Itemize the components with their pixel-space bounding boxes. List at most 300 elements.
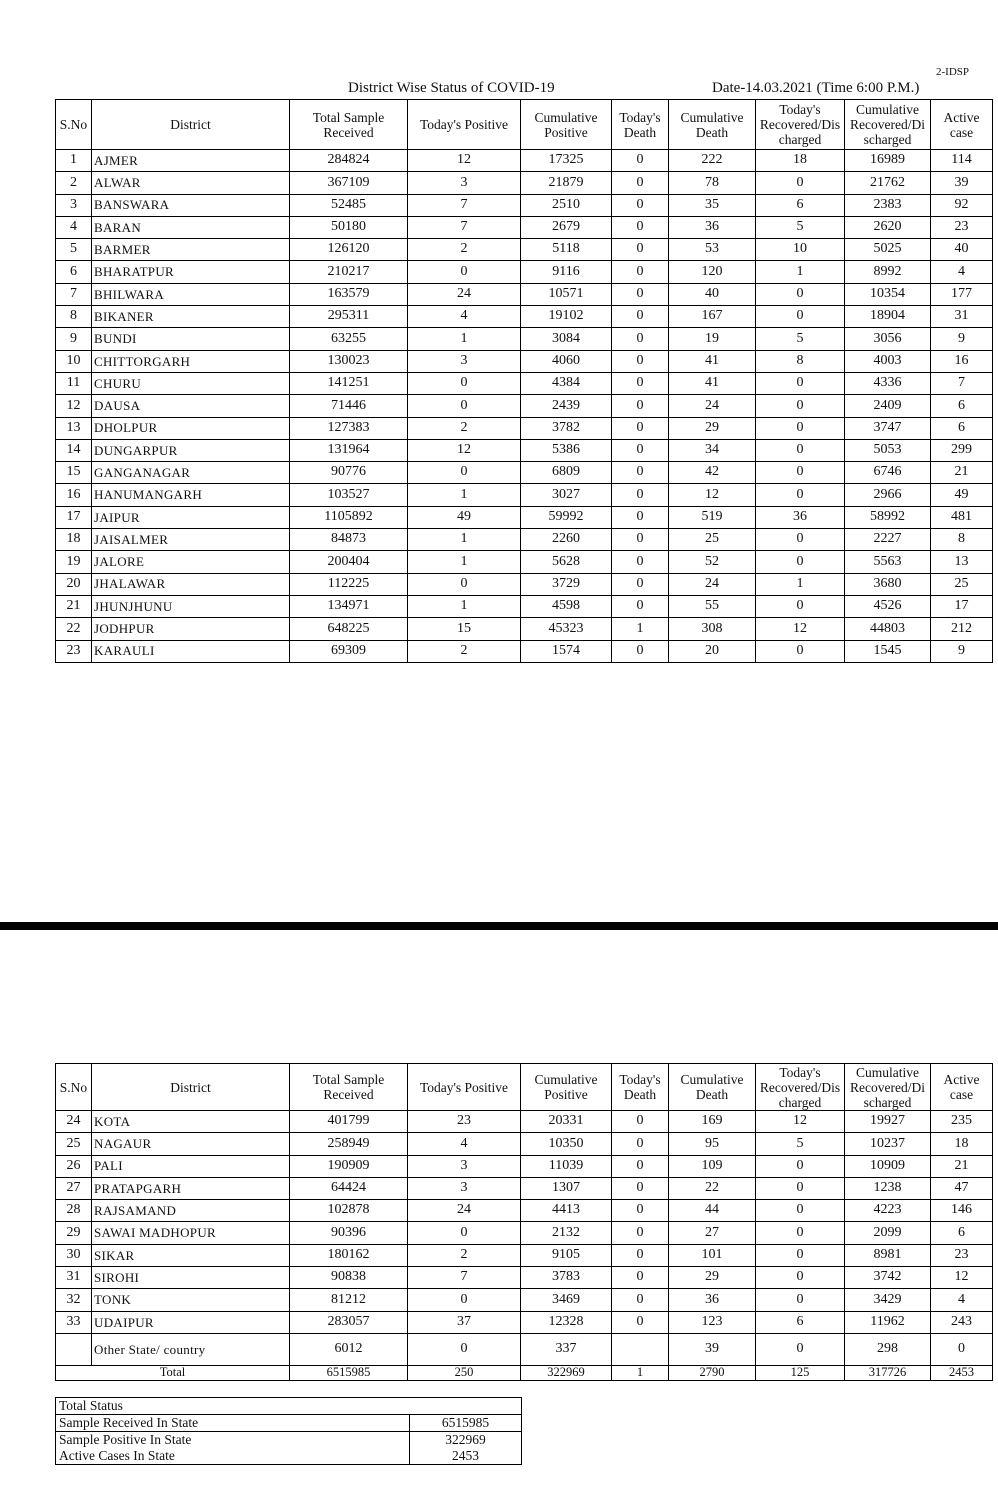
table-cell: 322969 (521, 1365, 612, 1380)
table-cell: 23 (56, 640, 92, 662)
table-cell: 8 (756, 350, 845, 372)
table-cell: 114 (931, 150, 993, 172)
report-code: 2-IDSP (936, 66, 970, 78)
table-cell: 0 (756, 306, 845, 328)
table-cell: 3729 (521, 573, 612, 595)
table-cell: 49 (931, 484, 993, 506)
table-row (56, 1133, 993, 1155)
table-cell: 519 (669, 506, 756, 528)
summary-row (56, 1415, 522, 1432)
table-cell: 58992 (845, 506, 931, 528)
table-cell: 0 (612, 529, 669, 551)
district-name: JAIPUR (92, 506, 290, 528)
table-cell: 25 (931, 573, 993, 595)
col-header: District (92, 100, 290, 150)
table-cell: 17 (931, 595, 993, 617)
table-cell: 0 (612, 1311, 669, 1333)
table-cell: 29 (669, 417, 756, 439)
table-cell: 44803 (845, 618, 931, 640)
table-cell: 0 (408, 1333, 521, 1365)
table-cell: 109 (669, 1155, 756, 1177)
table-cell: 8 (931, 529, 993, 551)
table-row (56, 462, 993, 484)
table-cell: 18 (56, 529, 92, 551)
table-cell: 4526 (845, 595, 931, 617)
table-row (56, 640, 993, 662)
table-cell: 21762 (845, 172, 931, 194)
table-cell: 52 (669, 551, 756, 573)
table-cell: 36 (669, 216, 756, 238)
table-cell: 0 (612, 283, 669, 305)
table-row (56, 1200, 993, 1222)
table-cell: 2966 (845, 484, 931, 506)
table-cell: 0 (612, 350, 669, 372)
table-cell: 283057 (290, 1311, 408, 1333)
table-cell: 3783 (521, 1267, 612, 1289)
table-cell: 5563 (845, 551, 931, 573)
table-cell: 0 (756, 1177, 845, 1199)
table-cell: 59992 (521, 506, 612, 528)
table-cell: 3027 (521, 484, 612, 506)
col-header: Total Sample Received (290, 1064, 408, 1111)
table-cell: 0 (756, 283, 845, 305)
table-cell: 2227 (845, 529, 931, 551)
table-cell: 20331 (521, 1111, 612, 1133)
table-row (56, 1222, 993, 1244)
table-cell: 0 (931, 1333, 993, 1365)
table-cell: 7 (931, 372, 993, 394)
district-name: BARMER (92, 239, 290, 261)
table-cell: 90396 (290, 1222, 408, 1244)
table-cell: 0 (756, 595, 845, 617)
district-name: KOTA (92, 1111, 290, 1133)
table-cell: 190909 (290, 1155, 408, 1177)
col-header: Cumulative Death (669, 1064, 756, 1111)
table-row (56, 395, 993, 417)
table-row (56, 350, 993, 372)
table-cell: 298 (845, 1333, 931, 1365)
table-cell: 130023 (290, 350, 408, 372)
table-cell: 31 (56, 1267, 92, 1289)
col-header: Cumulative Positive (521, 1064, 612, 1111)
report-title: District Wise Status of COVID-19 (348, 80, 555, 96)
district-name: BARAN (92, 216, 290, 238)
district-name: JAISALMER (92, 529, 290, 551)
table-cell: 1 (408, 551, 521, 573)
district-name: PRATAPGARH (92, 1177, 290, 1199)
table-cell: 0 (408, 261, 521, 283)
table-cell: 0 (408, 1289, 521, 1311)
district-name: AJMER (92, 150, 290, 172)
table-cell: 25 (669, 529, 756, 551)
table-cell: 0 (408, 462, 521, 484)
table-row (56, 1111, 993, 1133)
col-header: Cumulative Death (669, 100, 756, 150)
table-cell: 1 (756, 261, 845, 283)
table-cell: 20 (56, 573, 92, 595)
table-cell: 3 (408, 1177, 521, 1199)
table-row (56, 306, 993, 328)
table-cell: 112225 (290, 573, 408, 595)
table-cell: 49 (408, 506, 521, 528)
table-cell: 0 (408, 395, 521, 417)
table-cell: 0 (612, 417, 669, 439)
table-cell: 2383 (845, 194, 931, 216)
table-cell: 1307 (521, 1177, 612, 1199)
table-cell: 6 (56, 261, 92, 283)
table-cell: 0 (612, 573, 669, 595)
summary-row (56, 1432, 522, 1449)
table-cell: 2439 (521, 395, 612, 417)
table-cell: 243 (931, 1311, 993, 1333)
table-cell: 4336 (845, 372, 931, 394)
table-cell: 63255 (290, 328, 408, 350)
district-name: KARAULI (92, 640, 290, 662)
table-cell: 0 (612, 1222, 669, 1244)
total-label: Total (56, 1365, 290, 1380)
table-cell: 53 (669, 239, 756, 261)
col-header: Today's Positive (408, 100, 521, 150)
table-cell: 7 (408, 1267, 521, 1289)
table-cell: 0 (408, 1222, 521, 1244)
table-cell: 5 (756, 1133, 845, 1155)
table-cell: 0 (612, 484, 669, 506)
col-header: S.No (56, 1064, 92, 1111)
table-cell: 12328 (521, 1311, 612, 1333)
table-cell: 6 (756, 194, 845, 216)
table-cell: 0 (612, 551, 669, 573)
col-header: Today's Positive (408, 1064, 521, 1111)
district-name: SAWAI MADHOPUR (92, 1222, 290, 1244)
district-name: JHALAWAR (92, 573, 290, 595)
table-cell: 284824 (290, 150, 408, 172)
table-cell: 8981 (845, 1244, 931, 1266)
table-cell: 2 (56, 172, 92, 194)
table-cell: 6 (931, 1222, 993, 1244)
table-row (56, 172, 993, 194)
table-cell: 4223 (845, 1200, 931, 1222)
table-cell: 81212 (290, 1289, 408, 1311)
summary-value: 322969 (410, 1432, 522, 1449)
table-cell: 1 (408, 529, 521, 551)
table-cell: 92 (931, 194, 993, 216)
table-cell: 0 (612, 150, 669, 172)
table-cell: 0 (612, 462, 669, 484)
table-cell: 2099 (845, 1222, 931, 1244)
table-row (56, 1311, 993, 1333)
table-row (56, 216, 993, 238)
table-cell: 10354 (845, 283, 931, 305)
table-cell: 3 (408, 172, 521, 194)
table-cell: 41 (669, 372, 756, 394)
col-header: Active case (931, 100, 993, 150)
table-cell: 317726 (845, 1365, 931, 1380)
table-cell: Other State/ country (92, 1333, 290, 1365)
table-row (56, 595, 993, 617)
table-cell: 6012 (290, 1333, 408, 1365)
table-cell: 123 (669, 1311, 756, 1333)
table-cell: 69309 (290, 640, 408, 662)
table-row (56, 529, 993, 551)
table-cell: 42 (669, 462, 756, 484)
table-cell: 4598 (521, 595, 612, 617)
table-cell: 169 (669, 1111, 756, 1133)
table-cell: 8 (56, 306, 92, 328)
table-cell: 40 (669, 283, 756, 305)
table-cell: 6746 (845, 462, 931, 484)
district-name: JALORE (92, 551, 290, 573)
table-cell: 2 (408, 1244, 521, 1266)
table-cell: 4384 (521, 372, 612, 394)
table-cell: 4413 (521, 1200, 612, 1222)
table-cell: 13 (56, 417, 92, 439)
col-header: Today's Death (612, 1064, 669, 1111)
table-cell: 367109 (290, 172, 408, 194)
table-cell: 2790 (669, 1365, 756, 1380)
table-cell: 0 (612, 239, 669, 261)
table-cell: 1105892 (290, 506, 408, 528)
table-cell: 5 (756, 216, 845, 238)
table-cell: 2409 (845, 395, 931, 417)
table-cell: 3429 (845, 1289, 931, 1311)
table-cell: 2132 (521, 1222, 612, 1244)
table-cell: 0 (756, 1267, 845, 1289)
summary-heading-row (56, 1398, 522, 1415)
table-cell: 20 (669, 640, 756, 662)
table-cell: 0 (408, 573, 521, 595)
table-cell: 21 (931, 1155, 993, 1177)
table-cell: 27 (56, 1177, 92, 1199)
table-cell: 29 (669, 1267, 756, 1289)
table-cell: 9 (931, 328, 993, 350)
other-state-row (56, 1333, 993, 1365)
table-cell: 0 (612, 172, 669, 194)
col-header: Today's Recovered/Dis charged (756, 100, 845, 150)
table-cell: 6 (756, 1311, 845, 1333)
table-cell: 3747 (845, 417, 931, 439)
table-cell: 0 (612, 372, 669, 394)
header-row (56, 1064, 993, 1111)
table-cell: 18 (756, 150, 845, 172)
table-row (56, 1289, 993, 1311)
district-name: GANGANAGAR (92, 462, 290, 484)
table-cell: 3 (408, 350, 521, 372)
table-cell: 15 (56, 462, 92, 484)
table-cell: 28 (56, 1200, 92, 1222)
table-cell: 0 (612, 595, 669, 617)
table-row (56, 194, 993, 216)
table-cell: 23 (931, 216, 993, 238)
table-cell: 0 (756, 1244, 845, 1266)
table-cell: 1 (612, 1365, 669, 1380)
table-row (56, 283, 993, 305)
table-cell: 0 (756, 462, 845, 484)
table-cell: 71446 (290, 395, 408, 417)
table-cell: 0 (756, 551, 845, 573)
table-cell: 2453 (931, 1365, 993, 1380)
table-cell: 0 (756, 529, 845, 551)
table-cell: 34 (669, 439, 756, 461)
table-cell: 0 (612, 395, 669, 417)
district-name: RAJSAMAND (92, 1200, 290, 1222)
district-name: HANUMANGARH (92, 484, 290, 506)
col-header: Cumulative Recovered/Di scharged (845, 100, 931, 150)
table-cell: 5053 (845, 439, 931, 461)
table-cell: 6 (931, 395, 993, 417)
table-cell: 0 (756, 417, 845, 439)
district-name: UDAIPUR (92, 1311, 290, 1333)
table-cell: 39 (669, 1333, 756, 1365)
table-cell: 16989 (845, 150, 931, 172)
summary-row (56, 1448, 522, 1465)
table-cell: 200404 (290, 551, 408, 573)
table-cell: 6515985 (290, 1365, 408, 1380)
table-cell: 167 (669, 306, 756, 328)
table-cell: 235 (931, 1111, 993, 1133)
table-cell: 12 (56, 395, 92, 417)
table-cell: 2510 (521, 194, 612, 216)
table-cell: 0 (756, 1200, 845, 1222)
table-cell: 10 (756, 239, 845, 261)
table-cell: 4 (931, 261, 993, 283)
table-cell (612, 1333, 669, 1365)
table-cell: 0 (756, 484, 845, 506)
table-cell: 9 (56, 328, 92, 350)
table-cell: 0 (408, 372, 521, 394)
table-cell: 146 (931, 1200, 993, 1222)
table-cell: 16 (56, 484, 92, 506)
summary-label: Sample Positive In State (56, 1432, 410, 1449)
district-table-part2 (55, 1063, 993, 1381)
table-cell: 1 (612, 618, 669, 640)
table-cell: 0 (612, 1155, 669, 1177)
table-row (56, 328, 993, 350)
district-name: SIKAR (92, 1244, 290, 1266)
table-cell: 52485 (290, 194, 408, 216)
table-row (56, 417, 993, 439)
table-cell: 64424 (290, 1177, 408, 1199)
table-cell: 0 (756, 172, 845, 194)
table-cell: 3 (408, 1155, 521, 1177)
table-cell: 12 (931, 1267, 993, 1289)
table-cell: 44 (669, 1200, 756, 1222)
table-cell: 10237 (845, 1133, 931, 1155)
table-cell: 126120 (290, 239, 408, 261)
table-cell: 14 (56, 439, 92, 461)
table-cell: 141251 (290, 372, 408, 394)
table-cell: 40 (931, 239, 993, 261)
table-cell: 9116 (521, 261, 612, 283)
table-cell: 0 (612, 261, 669, 283)
table-cell: 0 (612, 1244, 669, 1266)
table-cell: 1 (408, 595, 521, 617)
table-cell: 295311 (290, 306, 408, 328)
table-cell: 27 (669, 1222, 756, 1244)
table-cell: 32 (56, 1289, 92, 1311)
table-cell: 212 (931, 618, 993, 640)
table-cell: 6809 (521, 462, 612, 484)
col-header: Today's Death (612, 100, 669, 150)
table-cell: 5386 (521, 439, 612, 461)
table-cell: 3056 (845, 328, 931, 350)
table-row (56, 439, 993, 461)
header-row (56, 100, 993, 150)
table-cell: 12 (408, 150, 521, 172)
district-name: CHURU (92, 372, 290, 394)
district-name: JHUNJHUNU (92, 595, 290, 617)
table-row (56, 1244, 993, 1266)
table-cell: 22 (669, 1177, 756, 1199)
table-cell: 127383 (290, 417, 408, 439)
summary-label: Sample Received In State (56, 1415, 410, 1432)
table-row (56, 551, 993, 573)
table-cell: 10 (56, 350, 92, 372)
table-cell: 78 (669, 172, 756, 194)
summary-value: 2453 (410, 1448, 522, 1465)
summary-heading: Total Status (56, 1398, 522, 1415)
table-cell: 250 (408, 1365, 521, 1380)
table-cell: 163579 (290, 283, 408, 305)
table-cell: 0 (756, 439, 845, 461)
table-cell: 12 (408, 439, 521, 461)
table-cell: 25 (56, 1133, 92, 1155)
table-cell: 24 (408, 283, 521, 305)
table-cell: 3742 (845, 1267, 931, 1289)
table-cell: 4 (408, 306, 521, 328)
table-cell: 84873 (290, 529, 408, 551)
table-cell: 0 (756, 1289, 845, 1311)
table-cell: 2679 (521, 216, 612, 238)
table-cell: 11962 (845, 1311, 931, 1333)
table-cell: 4 (56, 216, 92, 238)
col-header: Cumulative Positive (521, 100, 612, 150)
table-cell: 95 (669, 1133, 756, 1155)
table-cell: 125 (756, 1365, 845, 1380)
table-cell: 1238 (845, 1177, 931, 1199)
table-cell: 1574 (521, 640, 612, 662)
table-cell: 35 (669, 194, 756, 216)
table-cell: 18904 (845, 306, 931, 328)
district-name: PALI (92, 1155, 290, 1177)
table-cell: 0 (612, 439, 669, 461)
table-row (56, 484, 993, 506)
table-cell: 23 (408, 1111, 521, 1133)
table-row (56, 239, 993, 261)
table-cell: 4 (408, 1133, 521, 1155)
table-cell: 3469 (521, 1289, 612, 1311)
table-cell: 6 (931, 417, 993, 439)
report-date: Date-14.03.2021 (Time 6:00 P.M.) (712, 80, 920, 96)
table-cell: 26 (56, 1155, 92, 1177)
table-cell: 3 (56, 194, 92, 216)
col-header: District (92, 1064, 290, 1111)
district-name: BHARATPUR (92, 261, 290, 283)
table-cell: 21879 (521, 172, 612, 194)
table-cell: 337 (521, 1333, 612, 1365)
table-cell: 120 (669, 261, 756, 283)
table-cell: 401799 (290, 1111, 408, 1133)
table-cell: 13 (931, 551, 993, 573)
table-cell: 101 (669, 1244, 756, 1266)
table-cell: 3782 (521, 417, 612, 439)
table-cell: 90776 (290, 462, 408, 484)
district-name: BIKANER (92, 306, 290, 328)
district-name: CHITTORGARH (92, 350, 290, 372)
table-cell: 12 (756, 1111, 845, 1133)
table-cell: 12 (756, 618, 845, 640)
table-cell: 7 (408, 194, 521, 216)
table-cell: 50180 (290, 216, 408, 238)
